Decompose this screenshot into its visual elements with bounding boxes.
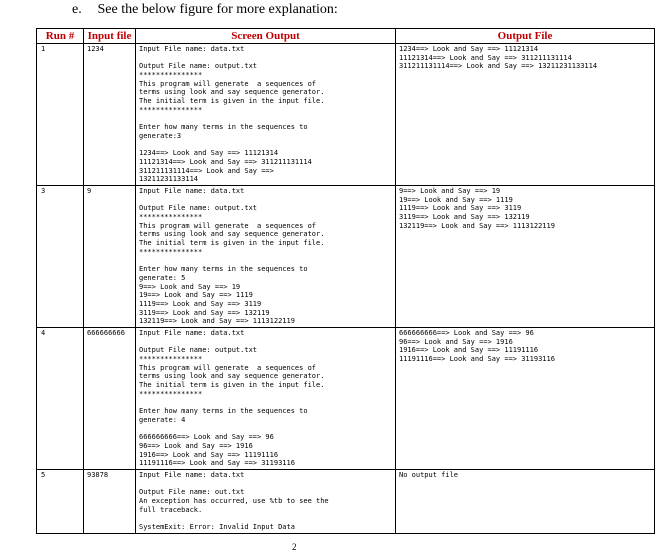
screen-output-line: generate: 4: [139, 415, 186, 424]
screen-output-line: This program will generate a sequences of: [139, 363, 317, 372]
screen-output-line: [139, 514, 392, 523]
output-file-cell: [396, 186, 655, 328]
screen-output-line: 9==> Look and Say ==> 19: [139, 282, 241, 291]
screen-output-line: An exception has occurred, use %tb to see the: [139, 497, 329, 506]
screen-output-line: 1916==> Look and Say ==> 11191116: [139, 450, 279, 459]
output-file-line: 9==> Look and Say ==> 19: [399, 187, 501, 195]
screen-output-line: generate: 5: [139, 273, 186, 282]
screen-output-line: [139, 480, 392, 489]
screen-output-line: full traceback.: [139, 505, 203, 514]
screen-output-line: ***************: [139, 355, 203, 364]
output-file-cell: [396, 470, 655, 534]
screen-output-line: terms using look and say sequence generator.: [139, 372, 325, 381]
screen-output-line: [139, 257, 392, 266]
output-file-cell: [396, 44, 655, 186]
screen-output-line: 11191116==> Look and Say ==> 31193116: [139, 459, 295, 468]
screen-output-line: terms using look and say sequence generator.: [139, 230, 325, 239]
screen-output-line: [139, 115, 392, 124]
screen-output-line: Enter how many terms in the sequences to: [139, 407, 308, 416]
screen-output-line: generate:3: [139, 131, 182, 140]
run-number-cell: 1: [37, 44, 84, 186]
table-header-row: [37, 29, 655, 44]
output-file-line: 1916==> Look and Say ==> 11191116: [399, 346, 539, 355]
screen-output-line: Output File name: output.txt: [139, 62, 258, 71]
screen-output-line: [139, 141, 392, 150]
screen-output-line: Output File name: out.txt: [139, 488, 245, 497]
output-file-cell: [396, 328, 655, 470]
screen-output-line: 3119==> Look and Say ==> 132119: [139, 308, 270, 317]
output-file-line: 1234==> Look and Say ==> 11121314: [399, 45, 539, 53]
output-file-line: 19==> Look and Say ==> 1119: [399, 195, 513, 204]
output-file-line: 132119==> Look and Say ==> 1113122119: [399, 221, 555, 230]
heading-label: e.: [72, 2, 82, 17]
screen-output-line: This program will generate a sequences of: [139, 79, 317, 88]
run-number-cell: 4: [37, 328, 84, 470]
table-row: [37, 44, 655, 186]
col-header-output: Output File: [396, 29, 655, 44]
screen-output-cell: [136, 44, 396, 186]
screen-output-line: ***************: [139, 71, 203, 80]
screen-output-line: Input File name: data.txt: [139, 187, 245, 195]
screen-output-line: The initial term is given in the input file.: [139, 381, 325, 390]
col-header-screen: Screen Output: [136, 29, 396, 44]
screen-output-line: The initial term is given in the input file.: [139, 97, 325, 106]
screen-output-line: ***************: [139, 389, 203, 398]
input-file-cell: 1234: [84, 44, 136, 186]
run-number-cell: 5: [37, 470, 84, 534]
col-header-input: Input file: [84, 29, 136, 44]
input-file-cell: 9: [84, 186, 136, 328]
run-results-table: [36, 28, 655, 534]
screen-output-line: [139, 425, 392, 434]
screen-output-line: [139, 196, 392, 205]
screen-output-cell: [136, 328, 396, 470]
col-header-run: Run #: [37, 29, 84, 44]
screen-output-line: [139, 338, 392, 347]
run-number-cell: 3: [37, 186, 84, 328]
output-file-line: 11121314==> Look and Say ==> 311211131114: [399, 53, 572, 62]
output-file-line: 666666666==> Look and Say ==> 96: [399, 329, 534, 337]
screen-output-line: 19==> Look and Say ==> 1119: [139, 291, 253, 300]
screen-output-line: 96==> Look and Say ==> 1916: [139, 441, 253, 450]
screen-output-line: Enter how many terms in the sequences to: [139, 265, 308, 274]
screen-output-line: SystemExit: Error: Invalid Input Data: [139, 523, 295, 532]
table-row: [37, 328, 655, 470]
screen-output-line: 13211231133114: [139, 175, 199, 184]
output-file-line: 1119==> Look and Say ==> 3119: [399, 204, 522, 213]
screen-output-line: 666666666==> Look and Say ==> 96: [139, 433, 274, 442]
screen-output-cell: [136, 470, 396, 534]
screen-output-line: 11121314==> Look and Say ==> 311211131114: [139, 157, 312, 166]
screen-output-line: 1119==> Look and Say ==> 3119: [139, 299, 262, 308]
output-file-line: 96==> Look and Say ==> 1916: [399, 337, 513, 346]
screen-output-line: The initial term is given in the input file.: [139, 239, 325, 248]
screen-output-line: Input File name: data.txt: [139, 329, 245, 337]
screen-output-line: ***************: [139, 105, 203, 114]
screen-output-line: [139, 399, 392, 408]
screen-output-line: ***************: [139, 213, 203, 222]
screen-output-line: Output File name: output.txt: [139, 204, 258, 213]
table-body: [37, 44, 655, 534]
output-file-line: 3119==> Look and Say ==> 132119: [399, 213, 530, 222]
screen-output-line: [139, 54, 392, 63]
table-row: [37, 470, 655, 534]
input-file-cell: 93878: [84, 470, 136, 534]
screen-output-line: 311211131114==> Look and Say ==>: [139, 166, 274, 175]
input-file-cell: 666666666: [84, 328, 136, 470]
screen-output-line: 1234==> Look and Say ==> 11121314: [139, 149, 279, 158]
screen-output-line: terms using look and say sequence generator.: [139, 88, 325, 97]
output-file-line: No output file: [399, 471, 459, 479]
section-heading: [72, 2, 338, 18]
heading-text: See the below figure for more explanation:: [97, 2, 338, 17]
screen-output-line: Input File name: data.txt: [139, 471, 245, 479]
screen-output-line: ***************: [139, 247, 203, 256]
screen-output-line: 132119==> Look and Say ==> 1113122119: [139, 317, 295, 326]
output-file-line: 311211131114==> Look and Say ==> 13211231133114: [399, 62, 598, 71]
screen-output-line: Enter how many terms in the sequences to: [139, 123, 308, 132]
table-row: [37, 186, 655, 328]
output-file-line: 11191116==> Look and Say ==> 31193116: [399, 355, 555, 364]
screen-output-line: This program will generate a sequences of: [139, 221, 317, 230]
screen-output-line: Input File name: data.txt: [139, 45, 245, 53]
screen-output-line: Output File name: output.txt: [139, 346, 258, 355]
page-number: 2: [292, 542, 297, 552]
screen-output-cell: [136, 186, 396, 328]
